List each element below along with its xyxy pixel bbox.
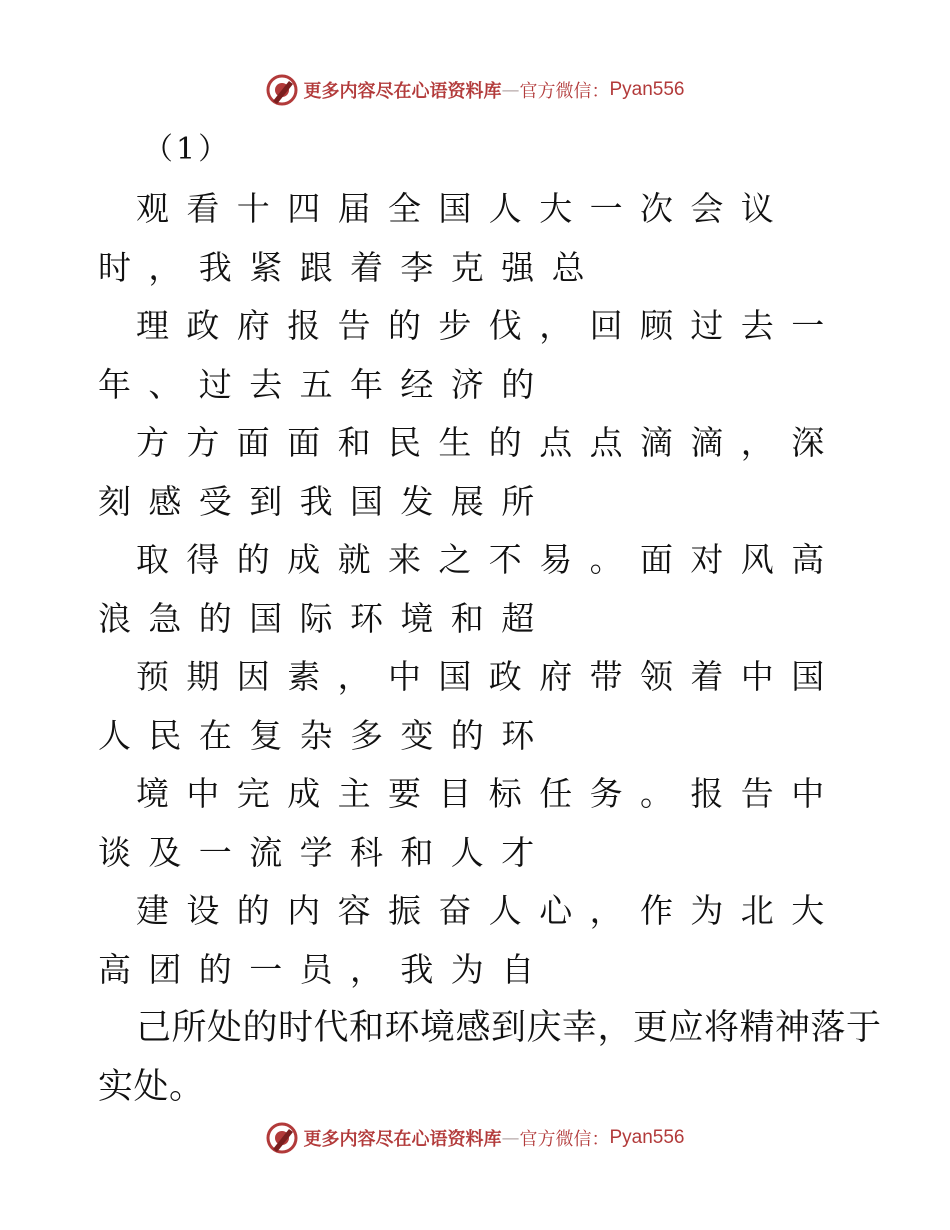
text-line: 人民在复杂多变的环 <box>98 715 552 755</box>
header-site-text: 更多内容尽在心语资料库 <box>303 81 502 102</box>
text-line: 时，我紧跟着李克强总 <box>98 247 602 287</box>
text-line: 取得的成就来之不易。面对风高 <box>136 540 842 579</box>
text-line: 方方面面和民生的点点滴滴，深 <box>136 423 842 462</box>
header-banner <box>0 70 950 110</box>
footer-wechat-handle: Pyan556 <box>609 1127 685 1148</box>
footer-banner <box>0 1118 950 1158</box>
text-line: 观看十四届全国人大一次会议 <box>136 189 792 228</box>
header-dash: — <box>501 79 520 101</box>
pen-circle-logo-icon <box>265 1121 299 1155</box>
footer-wechat-label: 官方微信： <box>519 1129 610 1150</box>
text-line: 刻感受到我国发展所 <box>98 481 552 521</box>
text-line: 高团的一员，我为自 <box>98 949 552 989</box>
text-line: 年、过去五年经济的 <box>98 364 552 404</box>
text-line: 实处。 <box>98 1066 205 1107</box>
footer-site-text: 更多内容尽在心语资料库 <box>303 1129 502 1150</box>
header-wechat-handle: Pyan556 <box>609 79 685 100</box>
footer-dash: — <box>501 1127 520 1149</box>
document-body <box>98 180 882 1116</box>
header-wechat-label: 官方微信： <box>519 81 610 102</box>
text-line: 理政府报告的步伐，回顾过去一 <box>136 306 842 345</box>
section-number: （1） <box>143 132 232 167</box>
text-line: 境中完成主要目标任务。报告中 <box>136 774 842 813</box>
text-line: 建设的内容振奋人心，作为北大 <box>136 891 842 930</box>
pen-circle-logo-icon <box>265 73 299 107</box>
text-line: 浪急的国际环境和超 <box>98 598 552 638</box>
text-line: 谈及一流学科和人才 <box>98 832 552 872</box>
text-line: 己所处的时代和环境感到庆幸，更应将精神落于 <box>136 1008 882 1048</box>
text-line: 预期因素，中国政府带领着中国 <box>136 657 842 696</box>
